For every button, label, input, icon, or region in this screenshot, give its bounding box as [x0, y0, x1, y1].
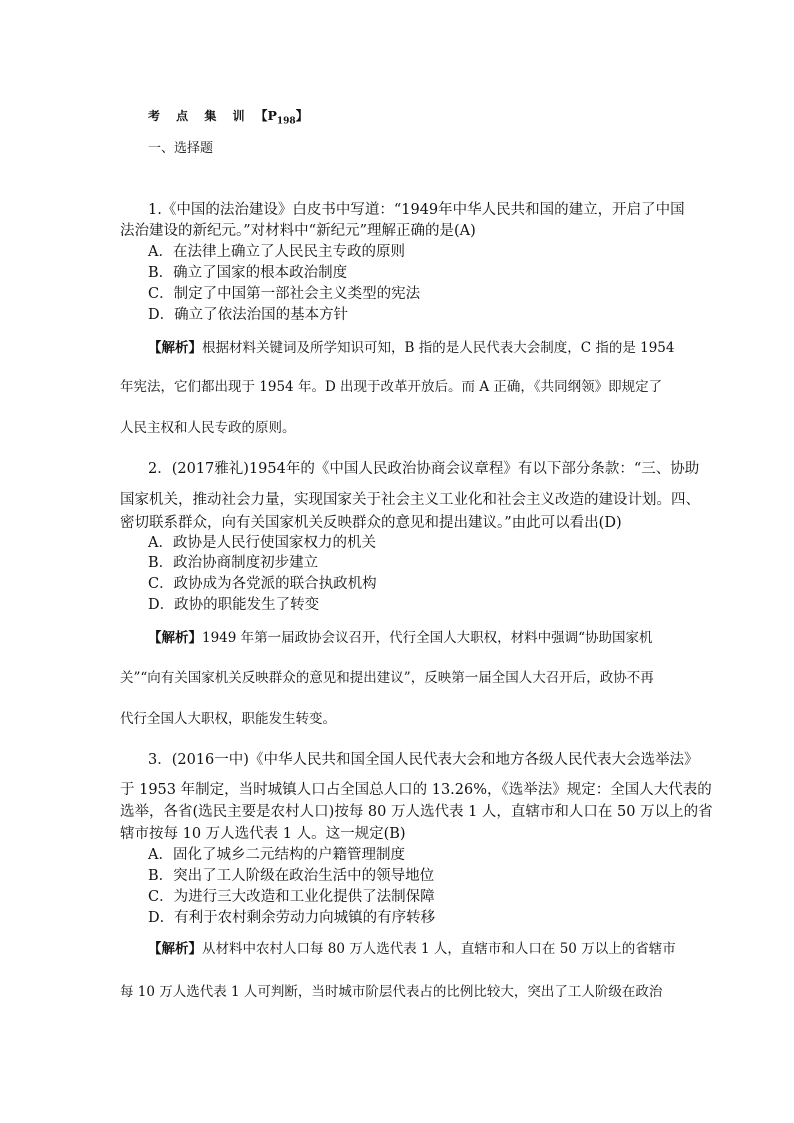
question-1-line-1: 1.《中国的法治建设》白皮书中写道：“1949年中华人民共和国的建立，开启了中国 [148, 202, 685, 218]
question-3-option-c: C．为进行三大改造和工业化提供了法制保障 [148, 889, 435, 905]
question-3-analysis-line-2: 每 10 万人选代表 1 人可判断，当时城市阶层代表占的比例比较大，突出了工人阶级在政治 [120, 984, 663, 1000]
page-reference: 【$P_{198}$】 [255, 108, 309, 127]
question-1-analysis-line-1: 【解析】根据材料关键词及所学知识可知，B 指的是人民代表大会制度，C 指的是 1954 [148, 340, 675, 356]
question-2-option-c: C．政协成为各党派的联合执政机构 [148, 576, 377, 592]
question-2-option-d: D．政协的职能发生了转变 [148, 597, 320, 613]
question-1-option-a: A．在法律上确立了人民民主专政的原则 [148, 244, 405, 260]
question-1-option-b: B．确立了国家的根本政治制度 [148, 265, 348, 281]
question-2-analysis-line-1: 【解析】1949 年第一届政协会议召开，代行全国人大职权，材料中强调“协助国家机 [148, 630, 653, 646]
question-3-line-2: 于 1953 年制定，当时城镇人口占全国总人口的 13.26%，《选举法》规定：全国人大代表的 [120, 782, 712, 798]
question-2-option-a: A．政协是人民行使国家权力的机关 [148, 535, 376, 551]
question-1-analysis-line-2: 年宪法，它们都出现于 1954 年。D 出现于改革开放后。而 A 正确，《共同纲领》即规定了 [120, 379, 663, 395]
section-title: 一、选择题 [148, 141, 214, 156]
question-3-line-1: 3．(2016一中)《中华人民共和国全国人民代表大会和地方各级人民代表大会选举法》 [148, 752, 699, 768]
question-1-analysis-line-3: 人民主权和人民专政的原则。 [120, 420, 296, 436]
question-3-line-3: 选举，各省(选民主要是农村人口)按每 80 万人选代表 1 人，直辖市和人口在 50 万以上的省 [120, 804, 713, 820]
question-2-line-1: 2．(2017雅礼)1954年的《中国人民政治协商会议章程》有以下部分条款：“三、协助 [148, 461, 700, 477]
analysis-tag: 【解析】 [148, 630, 202, 646]
question-2-line-2: 国家机关，推动社会力量，实现国家关于社会主义工业化和社会主义改造的建设计划。四、 [120, 492, 700, 508]
question-2-analysis-line-2: 关”“向有关国家机关反映群众的意见和提出建议”，反映第一届全国人大召开后，政协不再 [120, 670, 654, 686]
analysis-tag: 【解析】 [148, 941, 202, 957]
question-1-option-d: D．确立了依法治国的基本方针 [148, 307, 349, 323]
question-3-option-a: A．固化了城乡二元结构的户籍管理制度 [148, 847, 405, 863]
analysis-tag: 【解析】 [148, 340, 202, 356]
question-2-option-b: B．政治协商制度初步建立 [148, 555, 319, 571]
question-1-option-c: C．制定了中国第一部社会主义类型的宪法 [148, 286, 421, 302]
question-3-analysis-line-1: 【解析】从材料中农村人口每 80 万人选代表 1 人，直辖市和人口在 50 万以上的省辖市 [148, 941, 676, 957]
question-3-line-4: 辖市按每 10 万人选代表 1 人。这一规定(B) [120, 826, 406, 842]
question-1-line-2: 法治建设的新纪元。”对材料中“新纪元”理解正确的是(A) [120, 223, 476, 239]
section-heading: 考 点 集 训 [148, 109, 251, 123]
question-3-option-d: D．有利于农村剩余劳动力向城镇的有序转移 [148, 910, 436, 926]
question-3-option-b: B．突出了工人阶级在政治生活中的领导地位 [148, 868, 435, 884]
question-2-line-3: 密切联系群众，向有关国家机关反映群众的意见和提出建议。”由此可以看出(D) [120, 515, 622, 531]
question-2-analysis-line-3: 代行全国人大职权，职能发生转变。 [120, 711, 336, 727]
